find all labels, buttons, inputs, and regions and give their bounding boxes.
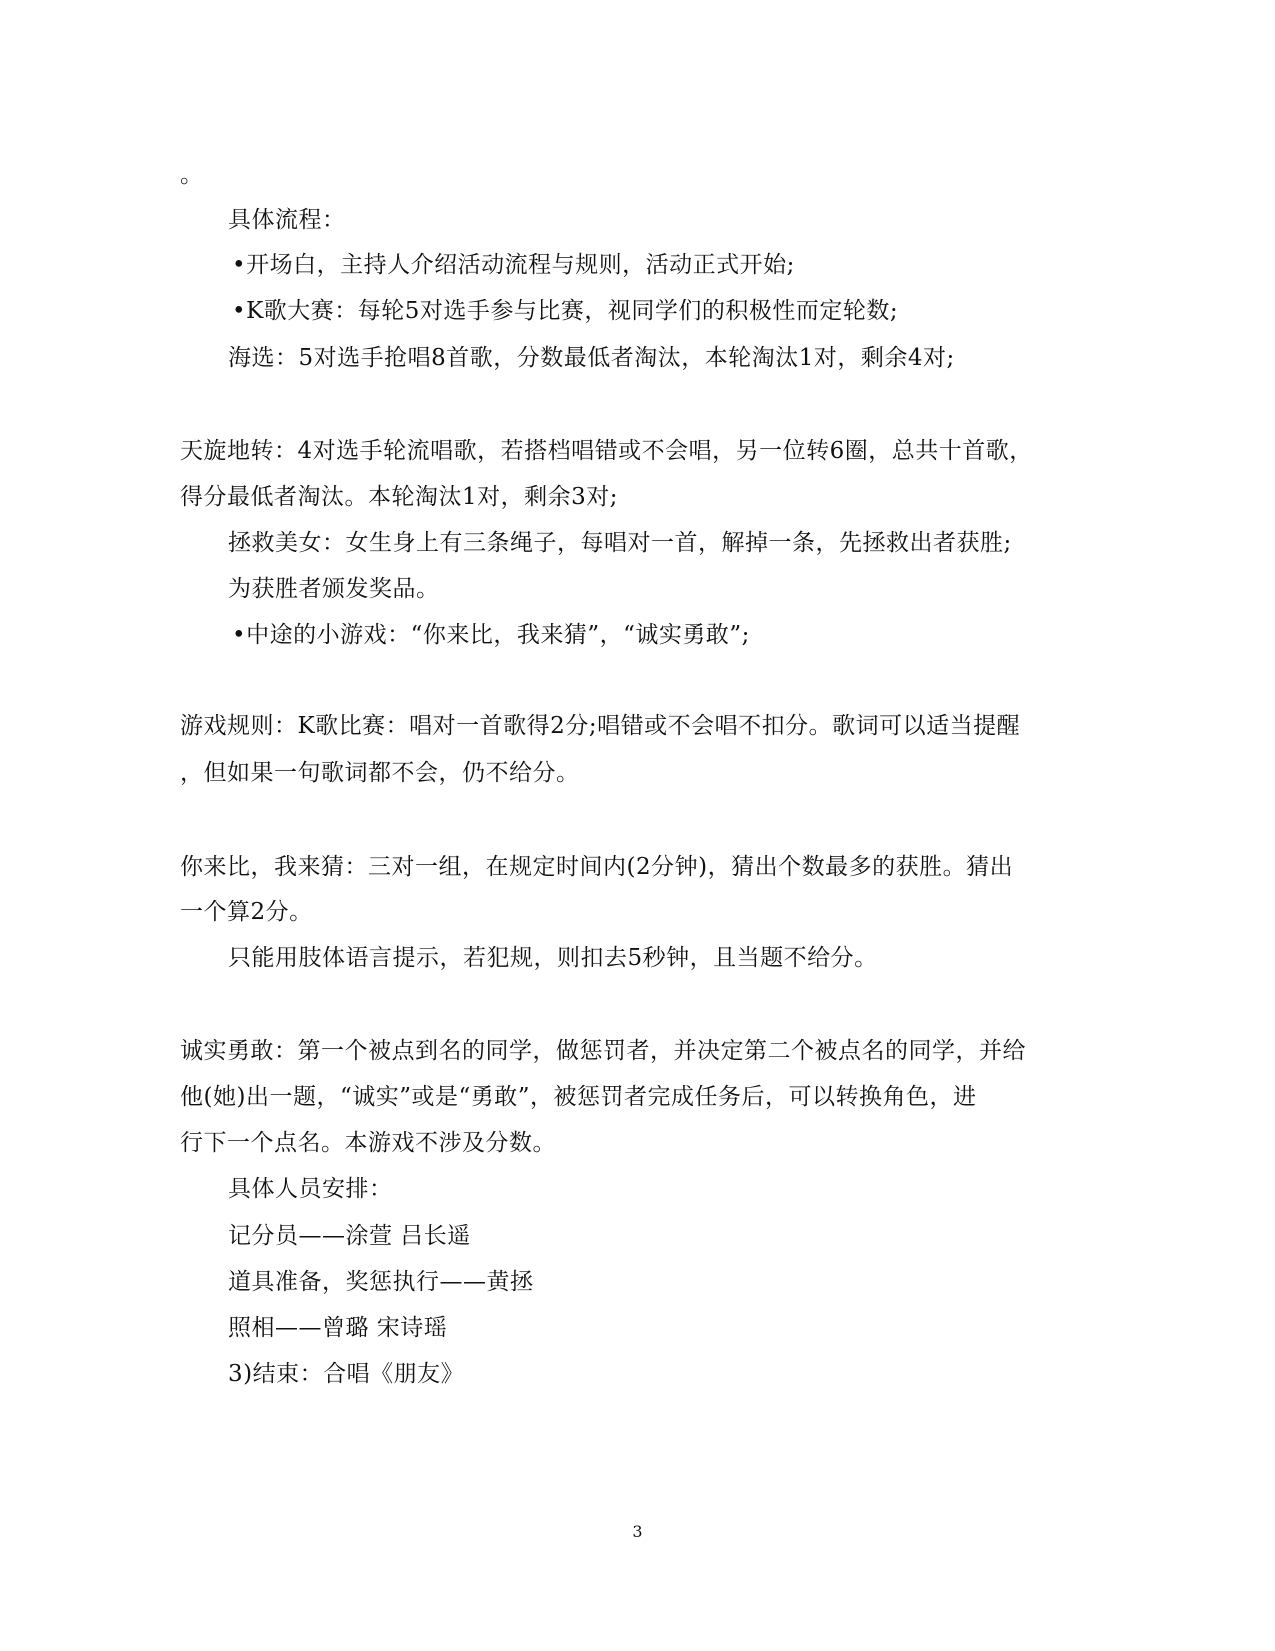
text-line: 你来比，我来猜：三对一组，在规定时间内(2分钟)，猜出个数最多的获胜。猜出 — [180, 854, 1014, 880]
text-line: 游戏规则：K歌比赛：唱对一首歌得2分;唱错或不会唱不扣分。歌词可以适当提醒 — [180, 713, 1021, 739]
text-line: 天旋地转：4对选手轮流唱歌，若搭档唱错或不会唱，另一位转6圈，总共十首歌， — [180, 438, 1033, 464]
text-line: 他(她)出一题，“诚实”或是“勇敢”，被惩罚者完成任务后，可以转换角色，进 — [180, 1084, 977, 1110]
text-line: 记分员——涂萱 吕长遥 — [228, 1223, 471, 1249]
text-line: 诚实勇敢：第一个被点到名的同学，做惩罚者，并决定第二个被点名的同学，并给 — [180, 1038, 1026, 1064]
text-line: 。 — [180, 162, 204, 188]
list-item: •开场白，主持人介绍活动流程与规则，活动正式开始; — [232, 252, 795, 278]
page-number: 3 — [632, 1522, 643, 1541]
text-line: 只能用肢体语言提示，若犯规，则扣去5秒钟，且当题不给分。 — [228, 945, 878, 971]
list-item: •中途的小游戏：“你来比，我来猜”，“诚实勇敢”; — [232, 622, 750, 648]
text-line: 一个算2分。 — [180, 899, 313, 925]
text-line: 海选：5对选手抢唱8首歌，分数最低者淘汰，本轮淘汰1对，剩余4对; — [228, 345, 955, 371]
text-line: ，但如果一句歌词都不会，仍不给分。 — [180, 760, 580, 786]
text-line: 具体人员安排： — [228, 1176, 393, 1202]
list-item: •K歌大赛：每轮5对选手参与比赛，视同学们的积极性而定轮数; — [232, 298, 899, 324]
text-line: 拯救美女：女生身上有三条绳子，每唱对一首，解掉一条，先拯救出者获胜; — [228, 530, 1012, 556]
text-line: 道具准备，奖惩执行——黄拯 — [228, 1269, 534, 1295]
text-line: 具体流程： — [228, 207, 346, 233]
text-line: 照相——曾璐 宋诗瑶 — [228, 1315, 448, 1341]
text-line: 为获胜者颁发奖品。 — [228, 576, 440, 602]
text-line: 行下一个点名。本游戏不涉及分数。 — [180, 1130, 556, 1156]
text-line: 3)结束：合唱《朋友》 — [228, 1361, 465, 1387]
text-line: 得分最低者淘汰。本轮淘汰1对，剩余3对; — [180, 484, 619, 510]
